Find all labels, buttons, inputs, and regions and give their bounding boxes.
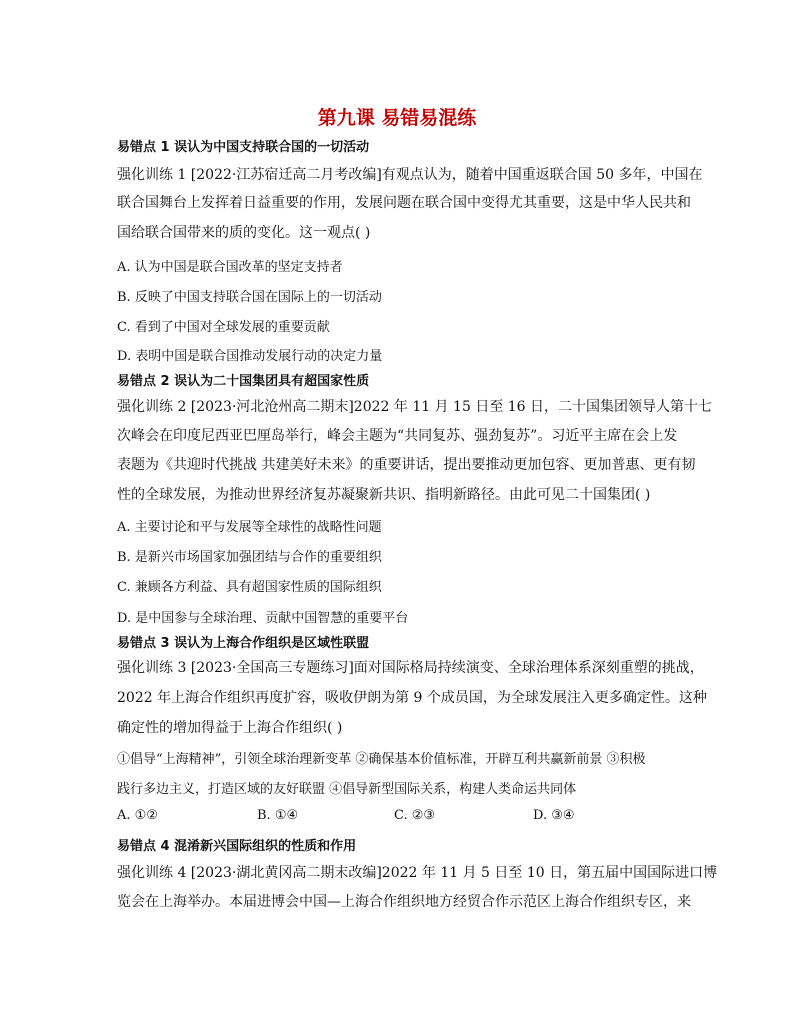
section-1-stem-line-1: 强化训练 1 [2022·江苏宿迁高二月考改编]有观点认为，随着中国重返联合国 50 多年，中国在: [117, 167, 703, 183]
section-2-option-c: C. 兼顾各方利益、具有超国家性质的国际组织: [117, 580, 382, 595]
section-4-stem-line-2: 览会在上海举办。本届进博会中国—上海合作组织地方经贸合作示范区上海合作组织专区，来: [117, 894, 691, 910]
section-2-stem-line-1: 强化训练 2 [2023·河北沧州高二期末]2022 年 11 月 15 日至 16 日，二十国集团领导人第十七: [117, 399, 713, 415]
section-4-stem-line-1: 强化训练 4 [2023·湖北黄冈高二期末改编]2022 年 11 月 5 日至 10 日，第五届中国国际进口博: [117, 865, 718, 881]
section-3-option-c: C. ②③: [394, 808, 436, 823]
section-2-stem-line-4: 性的全球发展，为推动世界经济复苏凝聚新共识、指明新路径。由此可见二十国集团( ): [117, 487, 651, 503]
section-3-option-a: A. ①②: [117, 808, 158, 823]
section-3-statement-line-2: 践行多边主义，打造区域的友好联盟 ④倡导新型国际关系，构建人类命运共同体: [117, 782, 577, 797]
section-1-option-a: A. 认为中国是联合国改革的坚定支持者: [117, 260, 343, 275]
section-3-stem-line-2: 2022 年上海合作组织再度扩容，吸收伊朗为第 9 个成员国，为全球发展注入更多确定性。这种: [117, 690, 707, 706]
section-1-option-b: B. 反映了中国支持联合国在国际上的一切活动: [117, 290, 382, 305]
section-3-heading: 易错点 3 误认为上海合作组织是区域性联盟: [117, 636, 370, 651]
section-2-option-b: B. 是新兴市场国家加强团结与合作的重要组织: [117, 550, 382, 565]
section-2-stem-line-2: 次峰会在印度尼西亚巴厘岛举行，峰会主题为“共同复苏、强劲复苏”。习近平主席在会上发: [117, 428, 678, 444]
page-title: 第九课 易错易混练: [317, 107, 477, 129]
section-3-statement-line-1: ①倡导“上海精神”，引领全球治理新变革 ②确保基本价值标准，开辟互利共赢新前景 ③积极: [117, 752, 646, 767]
section-1-stem-line-3: 国给联合国带来的质的变化。这一观点( ): [117, 225, 371, 241]
section-3-option-d: D. ③④: [533, 808, 575, 823]
section-2-option-d: D. 是中国参与全球治理、贡献中国智慧的重要平台: [117, 611, 409, 626]
section-1-stem-line-2: 联合国舞台上发挥着日益重要的作用，发展问题在联合国中变得尤其重要，这是中华人民共和: [117, 195, 691, 211]
section-2-heading: 易错点 2 误认为二十国集团具有超国家性质: [117, 374, 370, 389]
section-3-stem-line-1: 强化训练 3 [2023·全国高三专题练习]面对国际格局持续演变、全球治理体系深刻重塑的挑战，: [117, 660, 704, 676]
section-2-stem-line-3: 表题为《共迎时代挑战 共建美好未来》的重要讲话，提出要推动更加包容、更加普惠、更有韧: [117, 457, 696, 473]
section-2-option-a: A. 主要讨论和平与发展等全球性的战略性问题: [117, 520, 382, 535]
section-1-heading: 易错点 1 误认为中国支持联合国的一切活动: [117, 140, 370, 155]
section-1-option-c: C. 看到了中国对全球发展的重要贡献: [117, 320, 330, 335]
section-3-stem-line-3: 确定性的增加得益于上海合作组织( ): [117, 720, 343, 736]
section-1-option-d: D. 表明中国是联合国推动发展行动的决定力量: [117, 349, 383, 364]
section-4-heading: 易错点 4 混淆新兴国际组织的性质和作用: [117, 839, 357, 854]
section-3-option-b: B. ①④: [257, 808, 299, 823]
